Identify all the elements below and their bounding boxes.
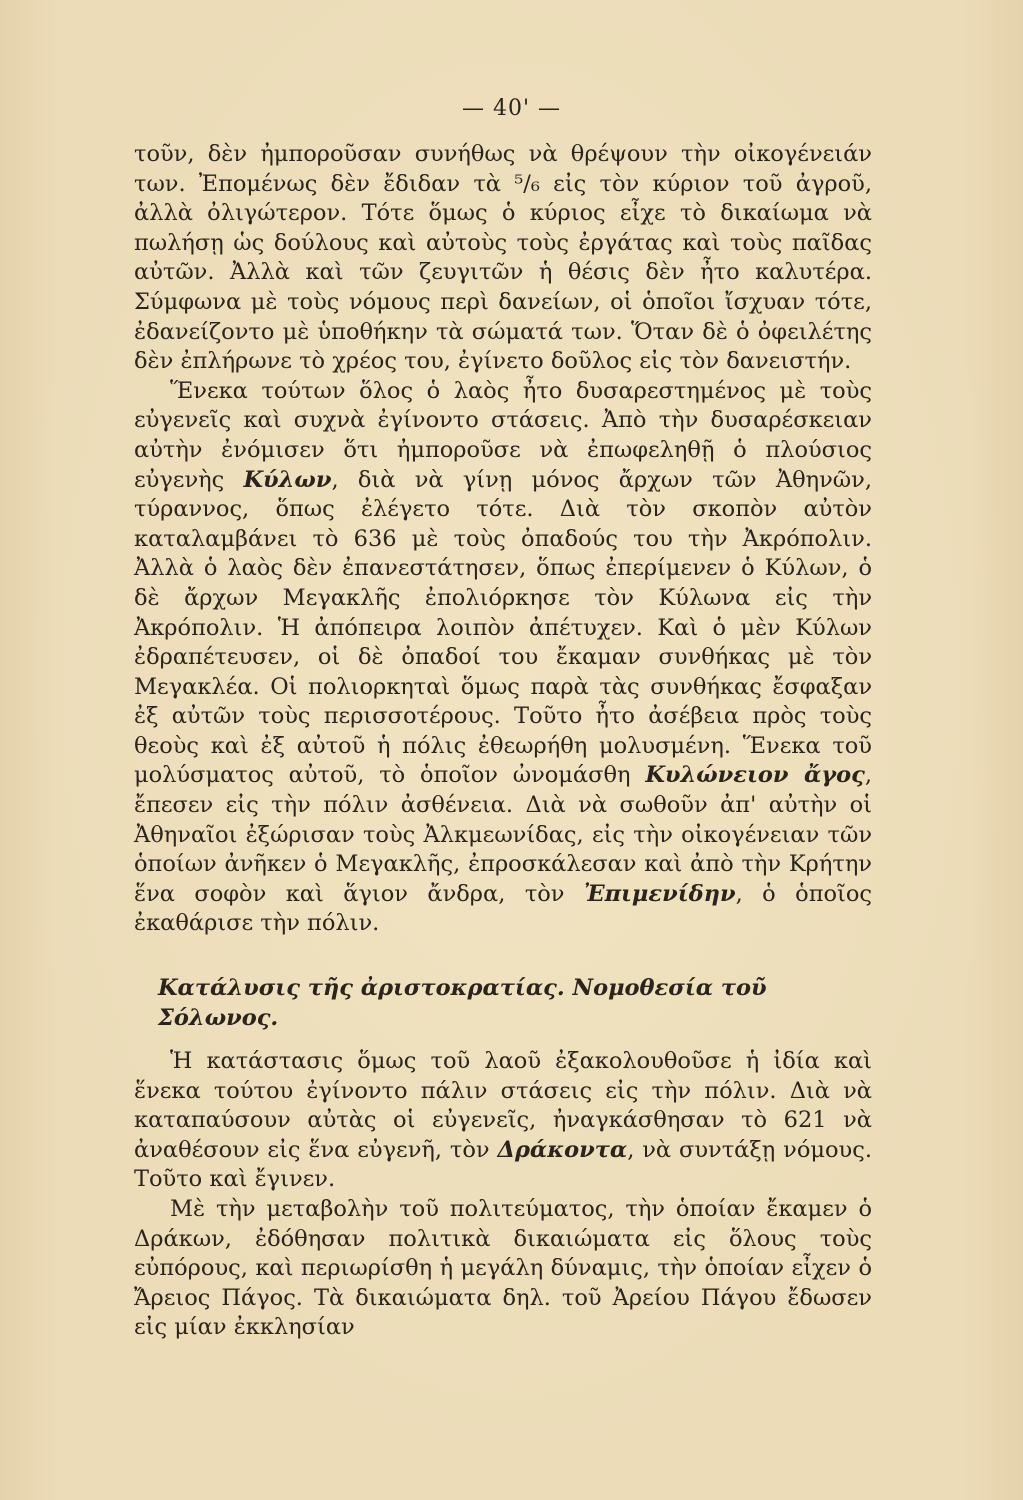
emphasized-name: Ἐπιμενίδην [583,880,736,907]
emphasized-term: Κυλώνειον ἄγος [645,762,865,789]
paragraph-text: Ἕνεκα τούτων ὅλος ὁ λαὸς ἦτο δυσαρεστημένος μὲ τοὺς εὐγενεῖς καὶ συχνὰ ἐγίνοντο στάσεις. Ἀπὸ τὴν δυσαρέσκειαν αὐτὴν ἐνόμισεν ὅτι ἠμποροῦσε νὰ ἐπωφεληθῇ ὁ πλούσιος εὐγενὴς [134,377,872,493]
paragraph-text: , διὰ νὰ γίνῃ μόνος ἄρχων τῶν Ἀθηνῶν, τύραννος, ὅπως ἐλέγετο τότε. Διὰ τὸν σκοπὸν αὐτὸν καταλαμβάνει τὸ 636 μὲ τοὺς ὀπαδούς του τὴν Ἀκρόπολιν. Ἀλλὰ ὁ λαὸς δὲν ἐπανεστάτησεν, ὅπως ἐπερίμενεν ὁ Κύλων, ὁ δὲ ἄρχων Μεγακλῆς ἐπολιόρκησε τὸν Κύλωνα εἰς τὴν Ἀκρόπολιν. Ἡ ἀπόπειρα λοιπὸν ἀπέτυχεν. Καὶ ὁ μὲν Κύλων ἐδραπέτευσεν, οἱ δὲ ὀπαδοί του ἔκαμαν συνθήκας μὲ τὸν Μεγακλέα. Οἱ πολιορκηταὶ ὅμως παρὰ τὰς συνθήκας ἔσφαξαν ἐξ αὐτῶν τοὺς περισσοτέρους. Τοῦτο ἦτο ἀσέβεια πρὸς τοὺς θεοὺς καὶ ἐξ αὐτοῦ ἡ πόλις ἐθεωρήθη μολυσμένη. Ἕνεκα τοῦ μολύσματος αὐτοῦ, τὸ ὁποῖον ὠνομάσθη [134,466,872,789]
paragraph-text: τοῦν, δὲν ἠμποροῦσαν συνήθως νὰ θρέψουν τὴν οἰκογένειάν των. Ἐπομένως δὲν ἔδιδαν τὰ ⁵/₆ εἰς τὸν κύριον τοῦ ἀγροῦ, ἀλλὰ ὀλιγώτερον. Τότε ὅμως ὁ κύριος εἶχε τὸ δικαίωμα νὰ πωλήσῃ ὡς δούλους καὶ αὐτοὺς τοὺς ἐργάτας καὶ τοὺς παῖδας αὐτῶν. Ἀλλὰ καὶ τῶν ζευγιτῶν ἡ θέσις δὲν ἦτο καλυτέρα. Σύμφωνα μὲ τοὺς νόμους περὶ δανείων, οἱ ὁποῖοι ἴσχυαν τότε, ἐδανείζοντο μὲ ὑποθήκην τὰ σώματά των. Ὅταν δὲ ὁ ὀφειλέτης δὲν ἐπλήρωνε τὸ χρέος του, ἐγίνετο δοῦλος εἰς τὸν δανειστήν. [134,141,872,375]
paragraph-text: Ἡ κατάστασις ὅμως τοῦ λαοῦ ἐξακολουθοῦσε ἡ ἰδία καὶ ἕνεκα τούτου ἐγίνοντο πάλιν στάσεις εἰς τὴν πόλιν. Διὰ νὰ καταπαύσουν αὐτὰς οἱ εὐγενεῖς, ἠναγκάσθησαν τὸ 621 νὰ ἀναθέσουν εἰς ἕνα εὐγενῆ, τὸν [134,1048,872,1163]
paragraph-1 [134,140,872,377]
paragraph-text: Μὲ τὴν μεταβολὴν τοῦ πολιτεύματος, τὴν ὁποίαν ἔκαμεν ὁ Δράκων, ἐδόθησαν πολιτικὰ δικαιώματα εἰς ὅλους τοὺς εὐπόρους, καὶ περιωρίσθη ἡ μεγάλη δύναμις, τὴν ὁποίαν εἶχεν ὁ Ἄρειος Πάγος. Τὰ δικαιώματα δηλ. τοῦ Ἀρείου Πάγου ἔδωσεν εἰς μίαν ἐκκλησίαν [134,1196,872,1341]
paragraph-text: , νὰ συντάξῃ νόμους. Τοῦτο καὶ ἔγινεν. [134,1136,872,1193]
paragraph-text: , ἔπεσεν εἰς τὴν πόλιν ἀσθένεια. Διὰ νὰ σωθοῦν ἀπ' αὐτὴν οἱ Ἀθηναῖοι ἐξώρισαν τοὺς Ἀλκμεωνίδας, εἰς τὴν οἰκογένειαν τῶν ὁποίων ἀνῆκεν ὁ Μεγακλῆς, ἐπροσκάλεσαν καὶ ἀπὸ τὴν Κρήτην ἕνα σοφὸν καὶ ἅγιον ἄνδρα, τὸν [134,762,872,907]
paragraph-4 [134,1195,872,1343]
emphasized-name: Κύλων [243,466,332,493]
body-text [134,140,872,1343]
paragraph-text: , ὁ ὁποῖος ἐκαθάρισε τὴν πόλιν. [134,880,873,937]
section-heading: Κατάλυσις τῆς ἀριστοκρατίας. Νομοθεσία τοῦ Σόλωνος. [158,975,767,1032]
emphasized-name: Δράκοντα [497,1136,628,1163]
page-number: — 40' — [461,96,562,121]
paragraph-3 [134,1047,872,1195]
paragraph-2 [134,377,872,939]
